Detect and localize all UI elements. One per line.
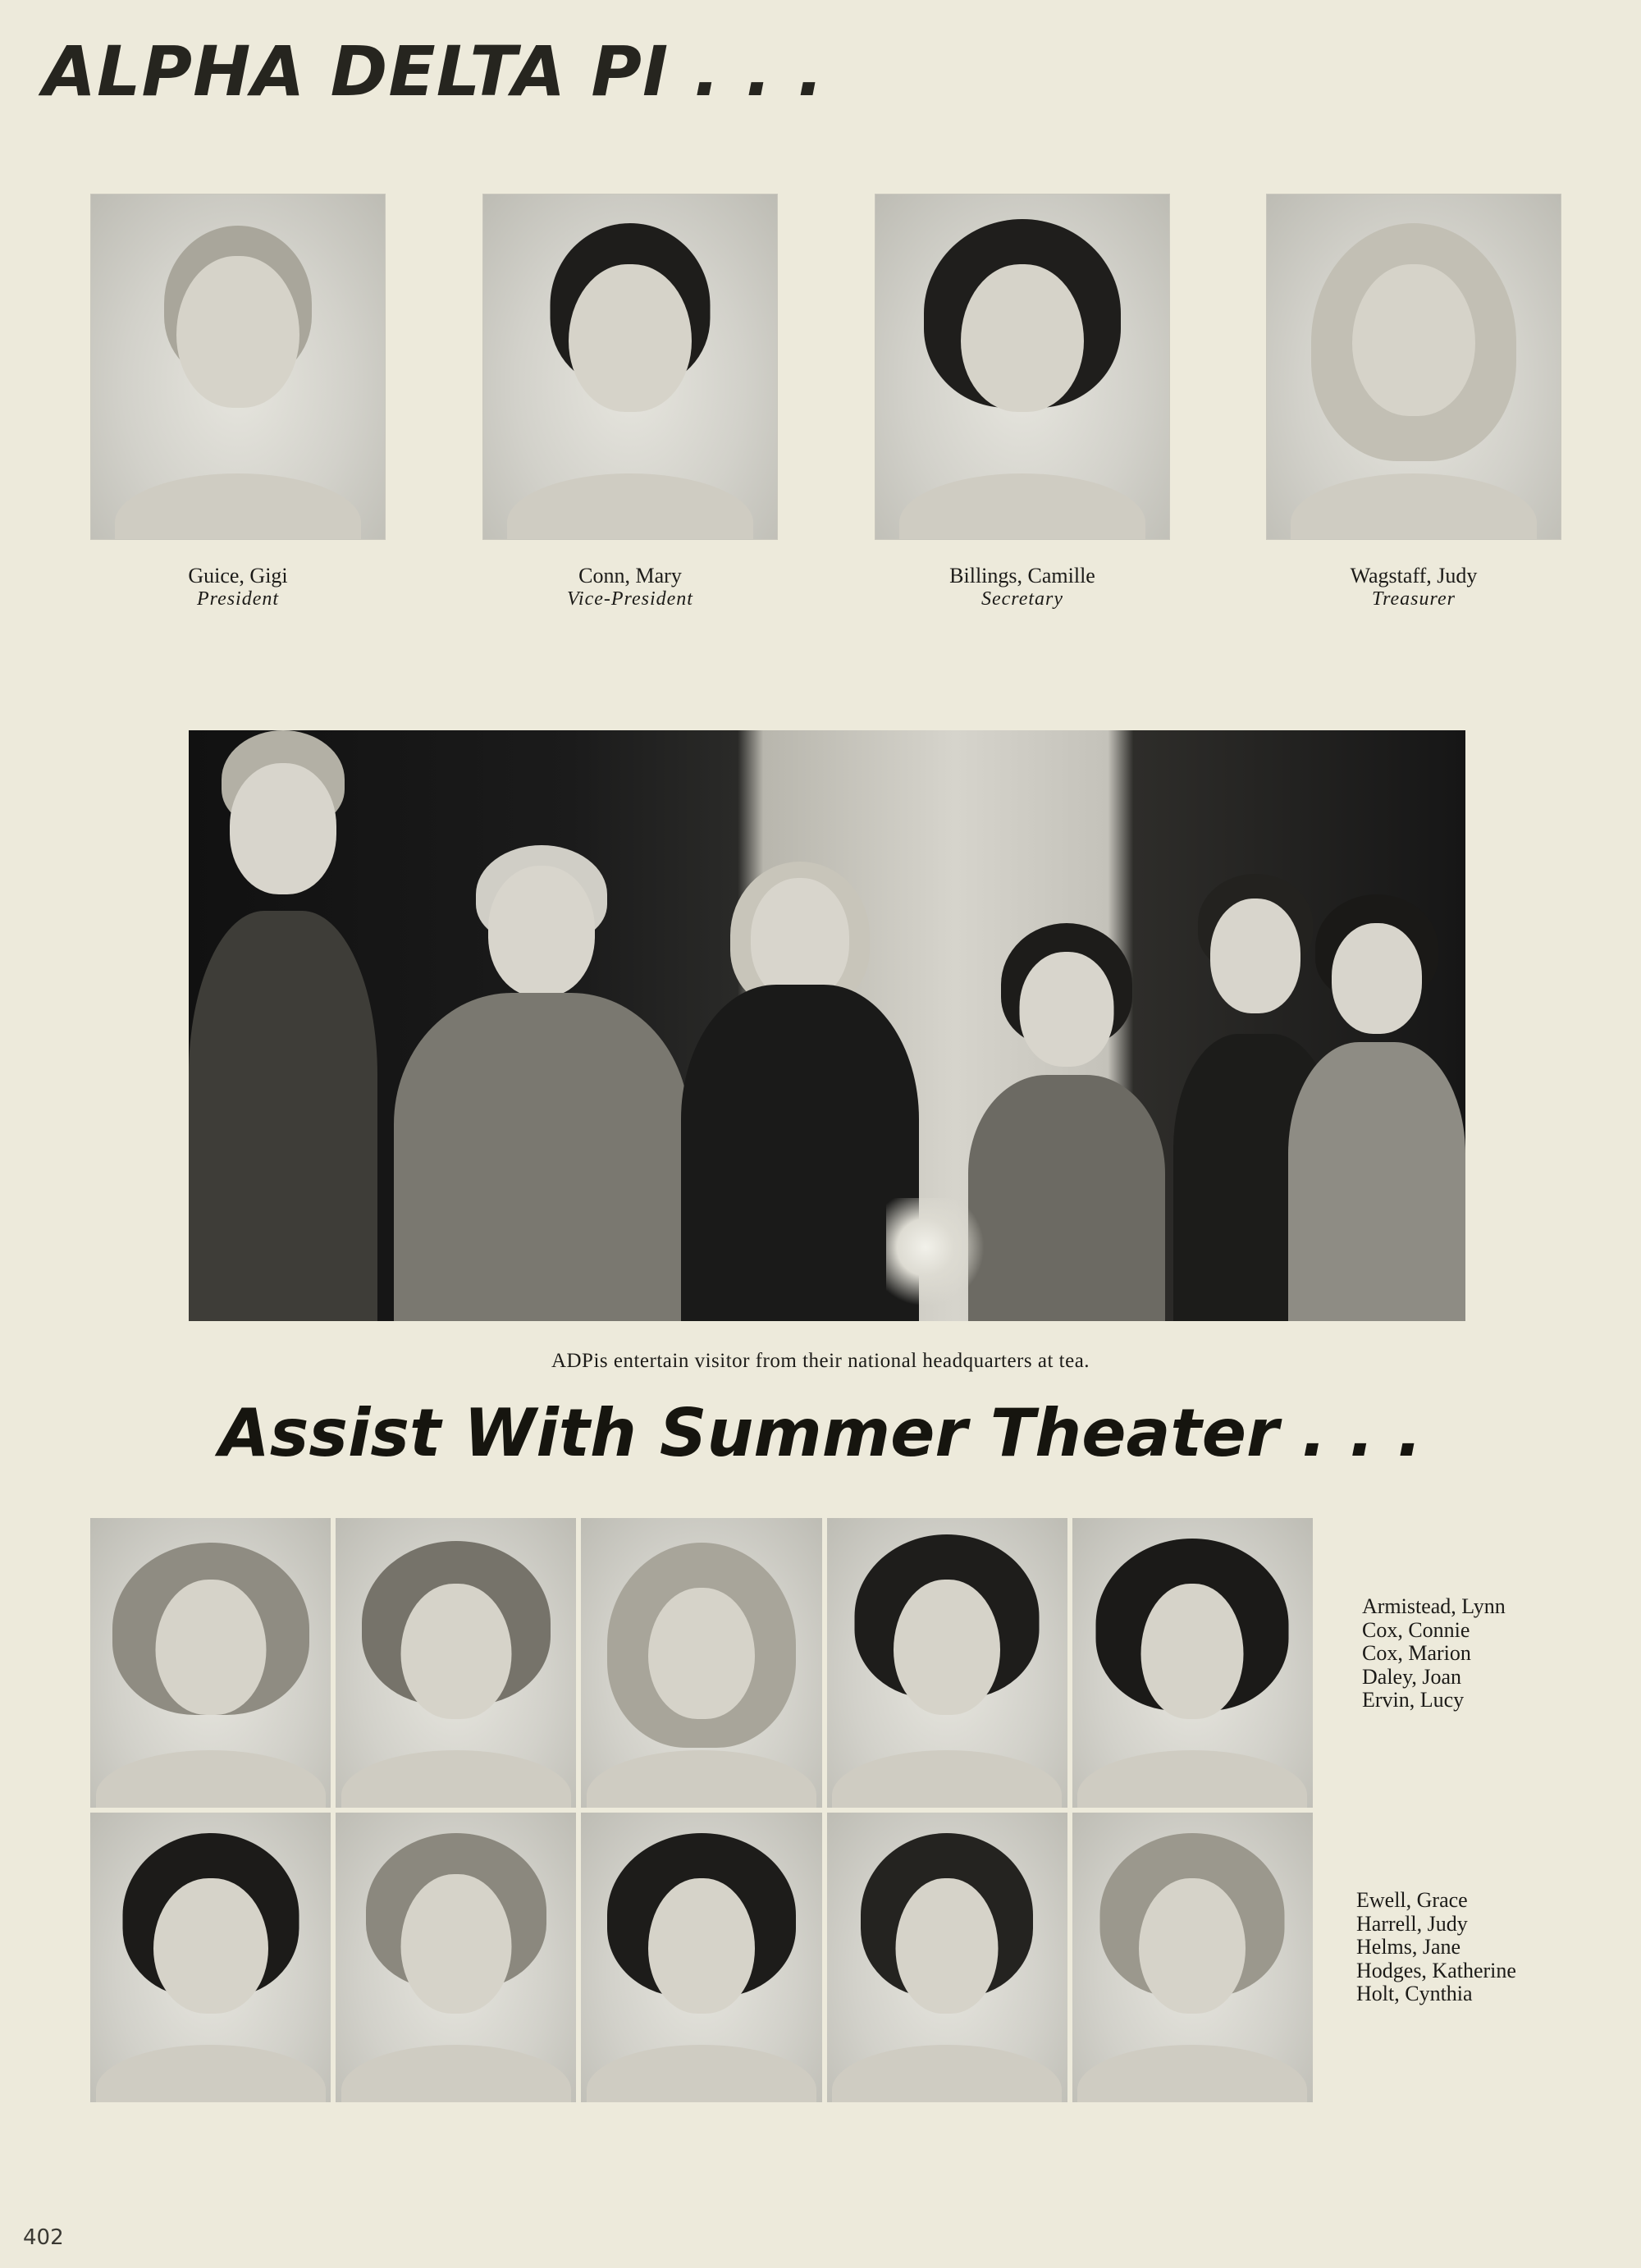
portrait-photo — [1266, 194, 1561, 540]
member-portrait — [827, 1518, 1067, 1808]
member-name: Harrell, Judy — [1356, 1911, 1468, 1936]
member-name: Daley, Joan — [1362, 1664, 1462, 1689]
portrait-photo — [482, 194, 778, 540]
row2-name-list — [1356, 1889, 1516, 2006]
officer-card-vice-president — [482, 194, 778, 610]
page-title: ALPHA DELTA PI . . . — [43, 31, 825, 112]
officer-name: Billings, Camille — [949, 564, 1095, 588]
officer-role: President — [196, 588, 280, 610]
member-name: Helms, Jane — [1356, 1935, 1461, 1959]
member-name: Holt, Cynthia — [1356, 1982, 1473, 2005]
member-name: Armistead, Lynn — [1362, 1594, 1506, 1618]
officer-name: Conn, Mary — [578, 564, 682, 588]
member-portrait — [1072, 1518, 1313, 1808]
member-portrait — [90, 1518, 331, 1808]
member-name: Cox, Marion — [1362, 1641, 1471, 1665]
portrait-photo — [875, 194, 1170, 540]
member-name: Ervin, Lucy — [1362, 1688, 1465, 1712]
officer-name: Guice, Gigi — [188, 564, 288, 588]
page-number: 402 — [23, 2225, 64, 2250]
section-heading: Assist With Summer Theater . . . — [218, 1395, 1423, 1471]
officer-card-secretary — [875, 194, 1170, 610]
officer-role: Vice-President — [567, 588, 693, 610]
group-photo-caption: ADPis entertain visitor from their national headquarters at tea. — [551, 1350, 1090, 1372]
member-portrait-grid — [90, 1518, 1313, 2102]
member-name: Cox, Connie — [1362, 1617, 1470, 1642]
officer-role: Secretary — [980, 588, 1064, 610]
group-photo — [189, 730, 1465, 1321]
member-portrait — [336, 1813, 576, 2102]
member-portrait — [827, 1813, 1067, 2102]
portrait-photo — [90, 194, 386, 540]
member-name: Ewell, Grace — [1356, 1888, 1468, 1912]
member-portrait — [581, 1813, 821, 2102]
member-name: Hodges, Katherine — [1356, 1958, 1516, 1982]
row1-name-list — [1362, 1595, 1506, 1712]
officer-card-treasurer — [1266, 194, 1561, 610]
officer-role: Treasurer — [1372, 588, 1456, 610]
member-portrait — [336, 1518, 576, 1808]
officer-name: Wagstaff, Judy — [1350, 564, 1478, 588]
member-portrait — [90, 1813, 331, 2102]
officer-card-president — [90, 194, 386, 610]
member-portrait — [1072, 1813, 1313, 2102]
member-portrait — [581, 1518, 821, 1808]
